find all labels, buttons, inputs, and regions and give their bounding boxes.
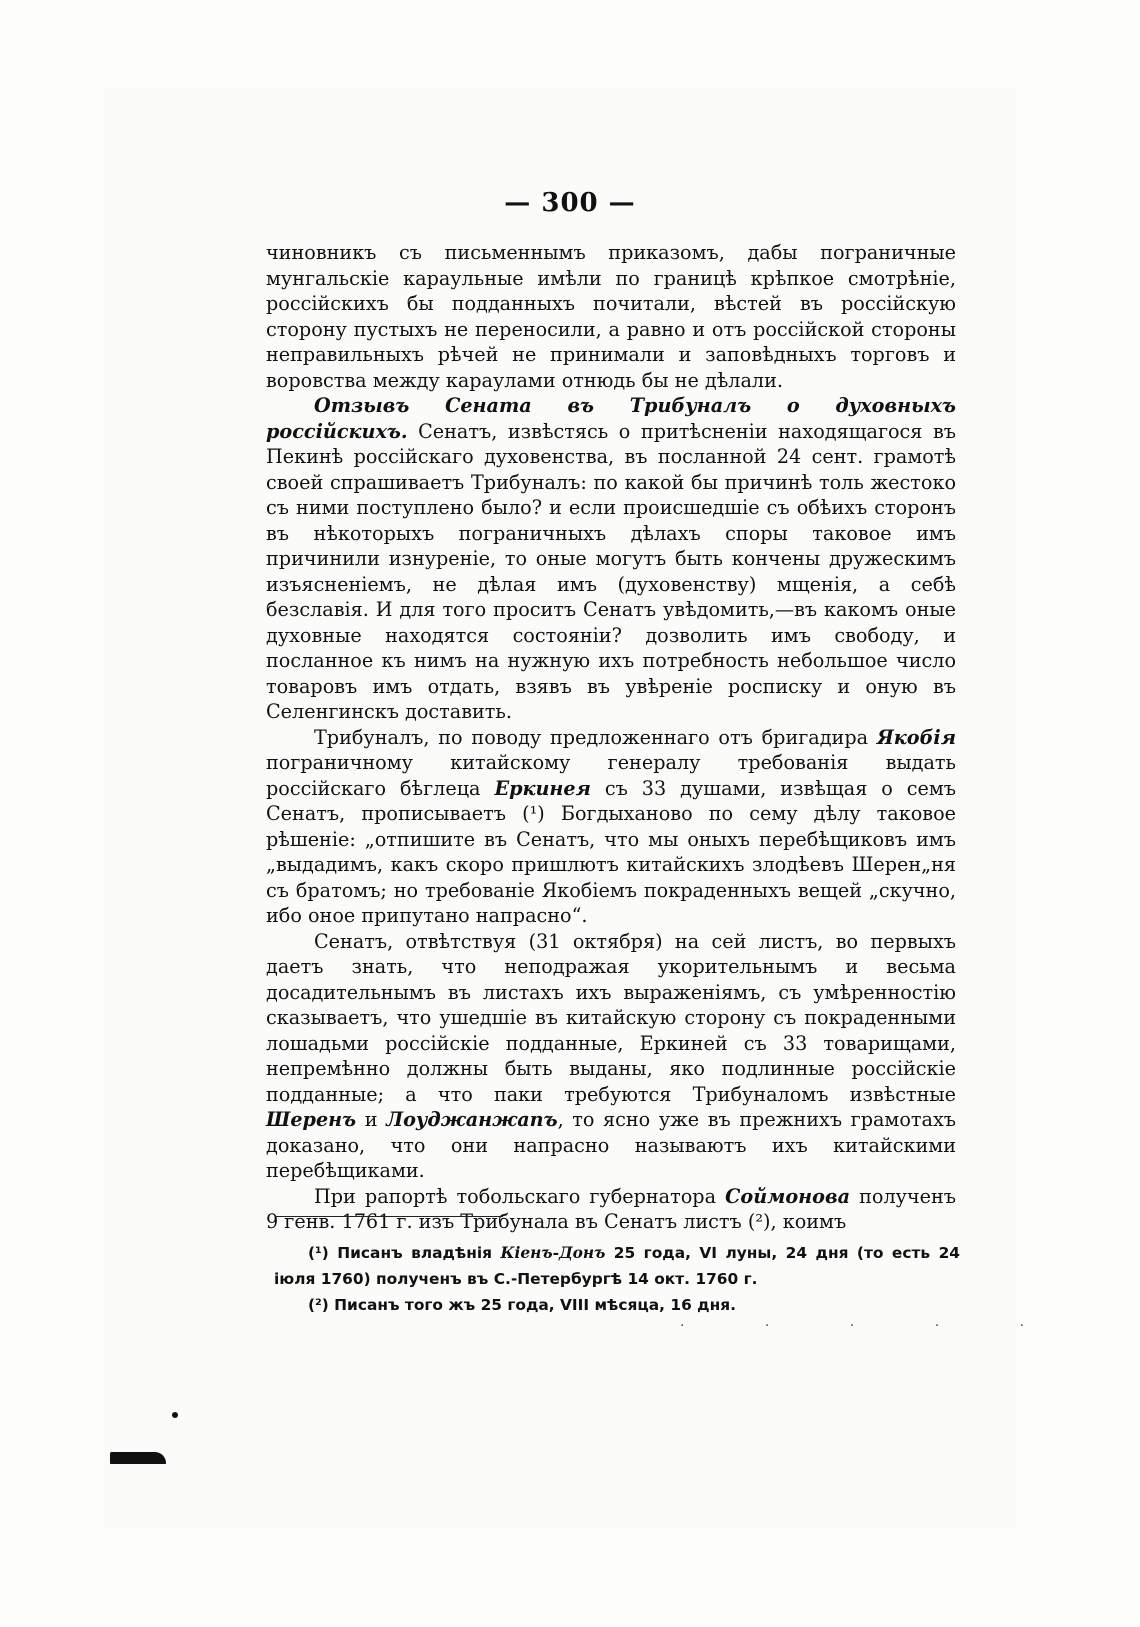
footnote [274,1240,960,1292]
text-run: пограничному китайскому генералу требованія выдать россійскаго бѣглеца [266,751,956,800]
proper-name: Шеренъ [266,1108,357,1131]
body-text [266,240,956,1235]
text-run: Трибуналъ, по поводу предложеннаго отъ бригадира [314,725,877,749]
footnotes [274,1240,960,1318]
proper-name: Соймонова [725,1184,851,1208]
text-run: съ 33 душами, извѣщая о семъ Сенатъ, прописываетъ (¹) Богдыханово по сему дѣлу таковое рѣшеніе: „отпишите въ Сенатъ, что мы оныхъ перебѣщиковъ имъ „выдадимъ, какъ скоро пришлютъ китайскихъ злодѣевъ Шерен„ня съ братомъ; но требованіе Якобіемъ покраденныхъ вещей „скучно, ибо оное припутано напрасно“. [266,776,957,927]
text-run: (¹) Писанъ владѣнія [308,1244,501,1262]
ink-smear [110,1452,166,1464]
footnote-divider [275,1216,503,1217]
proper-name: Лоуджанжапъ [386,1108,558,1131]
proper-name: Кіенъ-Донъ [500,1244,606,1262]
text-run: При рапортѣ тобольскаго губернатора [314,1184,726,1208]
proper-name: Якобія [876,725,956,749]
proper-name: Еркинея [494,776,591,800]
paragraph [266,393,956,725]
text-run: (²) Писанъ того жъ 25 года, VIII мѣсяца, 16 дня. [308,1296,736,1314]
paragraph [266,240,956,393]
text-run: полученъ 9 генв. 1761 г. изъ Трибунала въ Сенатъ листъ (²), коимъ [266,1184,956,1233]
section-heading: Отзывъ Сената въ Трибуналъ о духовныхъ россійскихъ. [266,394,956,443]
paragraph [266,929,956,1184]
footnote [274,1292,960,1318]
paragraph [266,725,956,929]
text-run: , то ясно уже въ прежнихъ грамотахъ доказано, что они напрасно называютъ ихъ китайскими перебѣщиками. [266,1108,956,1182]
text-run: Сенатъ, отвѣтствуя (31 октября) на сей листъ, во первыхъ даетъ знать, что неподражая укорительнымъ и весьма досадительнымъ въ листахъ ихъ выраженіямъ, съ умѣренностію сказываетъ, что ушедшіе въ китайскую сторону съ покраденными лошадьми россійскіе подданные, Еркиней съ 33 товарищами, непремѣнно должны быть выданы, яко подлинные россійскіе подданные; а что паки требуются Трибуналомъ извѣстные [266,929,956,1106]
text-run: и [356,1108,387,1131]
ink-dot [172,1412,178,1418]
scan-specks: · · · · · [680,1318,1063,1334]
text-run: 25 года, VI луны, 24 дня (то есть 24 іюля 1760) полученъ въ С.-Петербургѣ 14 окт. 1760 г. [274,1244,961,1288]
text-run: Сенатъ, извѣстясь о притѣсненіи находящагося въ Пекинѣ россійскаго духовенства, въ посланной 24 сент. грамотѣ своей спрашиваетъ Трибуналъ: по какой бы причинѣ толь жестоко съ ними поступлено было? и если происшедшіе съ обѣихъ сторонъ въ нѣкоторыхъ пограничныхъ дѣлахъ споры таковое имъ причинили изнуреніе, то оные могутъ быть кончены дружескимъ изъясненіемъ, не дѣлая имъ (духовенству) мщенія, а себѣ безславія. И для того проситъ Сенатъ увѣдомить,—въ какомъ оные духовные находятся состояніи? дозволить имъ свободу, и посланное къ нимъ на нужную ихъ потребность небольшое число товаровъ имъ отдать, взявъ въ увѣреніе росписку и оную въ Селенгинскъ доставить. [266,419,956,723]
page-number: — 300 — [504,188,636,218]
paragraph [266,1184,956,1235]
text-run: чиновникъ съ письменнымъ приказомъ, дабы пограничные мунгальскіе караульные имѣли по границѣ крѣпкое смотрѣніе, россійскихъ бы подданныхъ почитали, вѣстей въ россійскую сторону пустыхъ не переносили, а равно и отъ россійской стороны неправильныхъ рѣчей не принимали и заповѣдныхъ торговъ и воровства между караулами отнюдь бы не дѣлали. [266,241,956,392]
